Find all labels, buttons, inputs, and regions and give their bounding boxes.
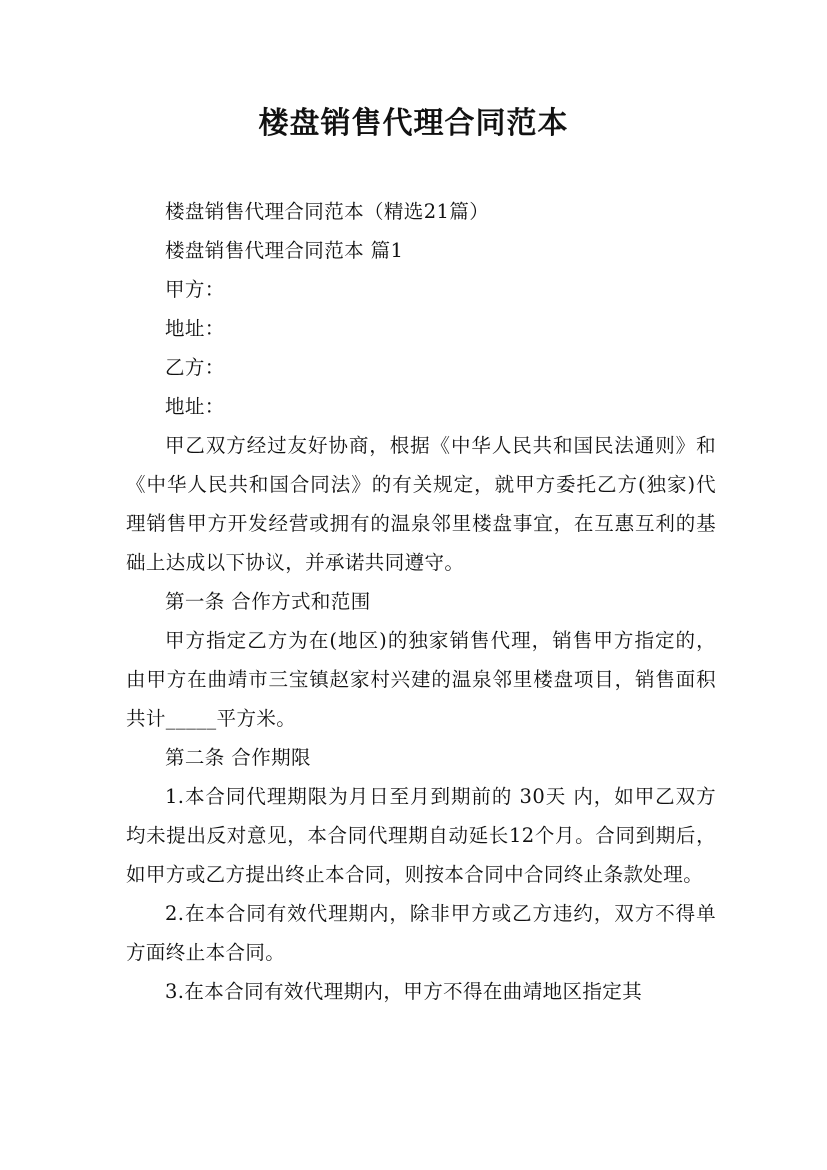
paragraph-article-1-body: 甲方指定乙方为在(地区)的独家销售代理，销售甲方指定的，由甲方在曲靖市三宝镇赵家村兴建的温泉邻里楼盘项目，销售面积共计_____平方米。 (126, 629, 716, 730)
document-body (126, 192, 716, 1011)
paragraph-section-heading: 楼盘销售代理合同范本 篇1 (165, 239, 404, 262)
document-title: 楼盘销售代理合同范本 (258, 106, 569, 141)
paragraph-article-1-heading: 第一条 合作方式和范围 (165, 590, 371, 613)
paragraph-address-a: 地址： (165, 317, 225, 340)
paragraph-party-b: 乙方： (165, 356, 225, 379)
paragraph-preamble: 甲乙双方经过友好协商，根据《中华人民共和国民法通则》和《中华人民共和国合同法》的有关规定，就甲方委托乙方(独家)代理销售甲方开发经营或拥有的温泉邻里楼盘事宜，在互惠互利的基础上达成以下协议，并承诺共同遵守。 (126, 434, 716, 574)
paragraph-article-2-heading: 第二条 合作期限 (165, 746, 311, 769)
paragraph-article-2-item-3: 3.在本合同有效代理期内，甲方不得在曲靖地区指定其 (165, 980, 643, 1003)
paragraph-article-2-item-1: 1.本合同代理期限为月日至月到期前的 30天 内，如甲乙双方均未提出反对意见，本合同代理期自动延长12个月。合同到期后，如甲方或乙方提出终止本合同，则按本合同中合同终止条款处理。 (126, 785, 716, 886)
paragraph-party-a: 甲方： (165, 278, 225, 301)
paragraph-article-2-item-2: 2.在本合同有效代理期内，除非甲方或乙方违约，双方不得单方面终止本合同。 (126, 902, 716, 964)
paragraph-address-b: 地址： (165, 395, 225, 418)
paragraph-subtitle: 楼盘销售代理合同范本（精选21篇） (165, 200, 490, 223)
